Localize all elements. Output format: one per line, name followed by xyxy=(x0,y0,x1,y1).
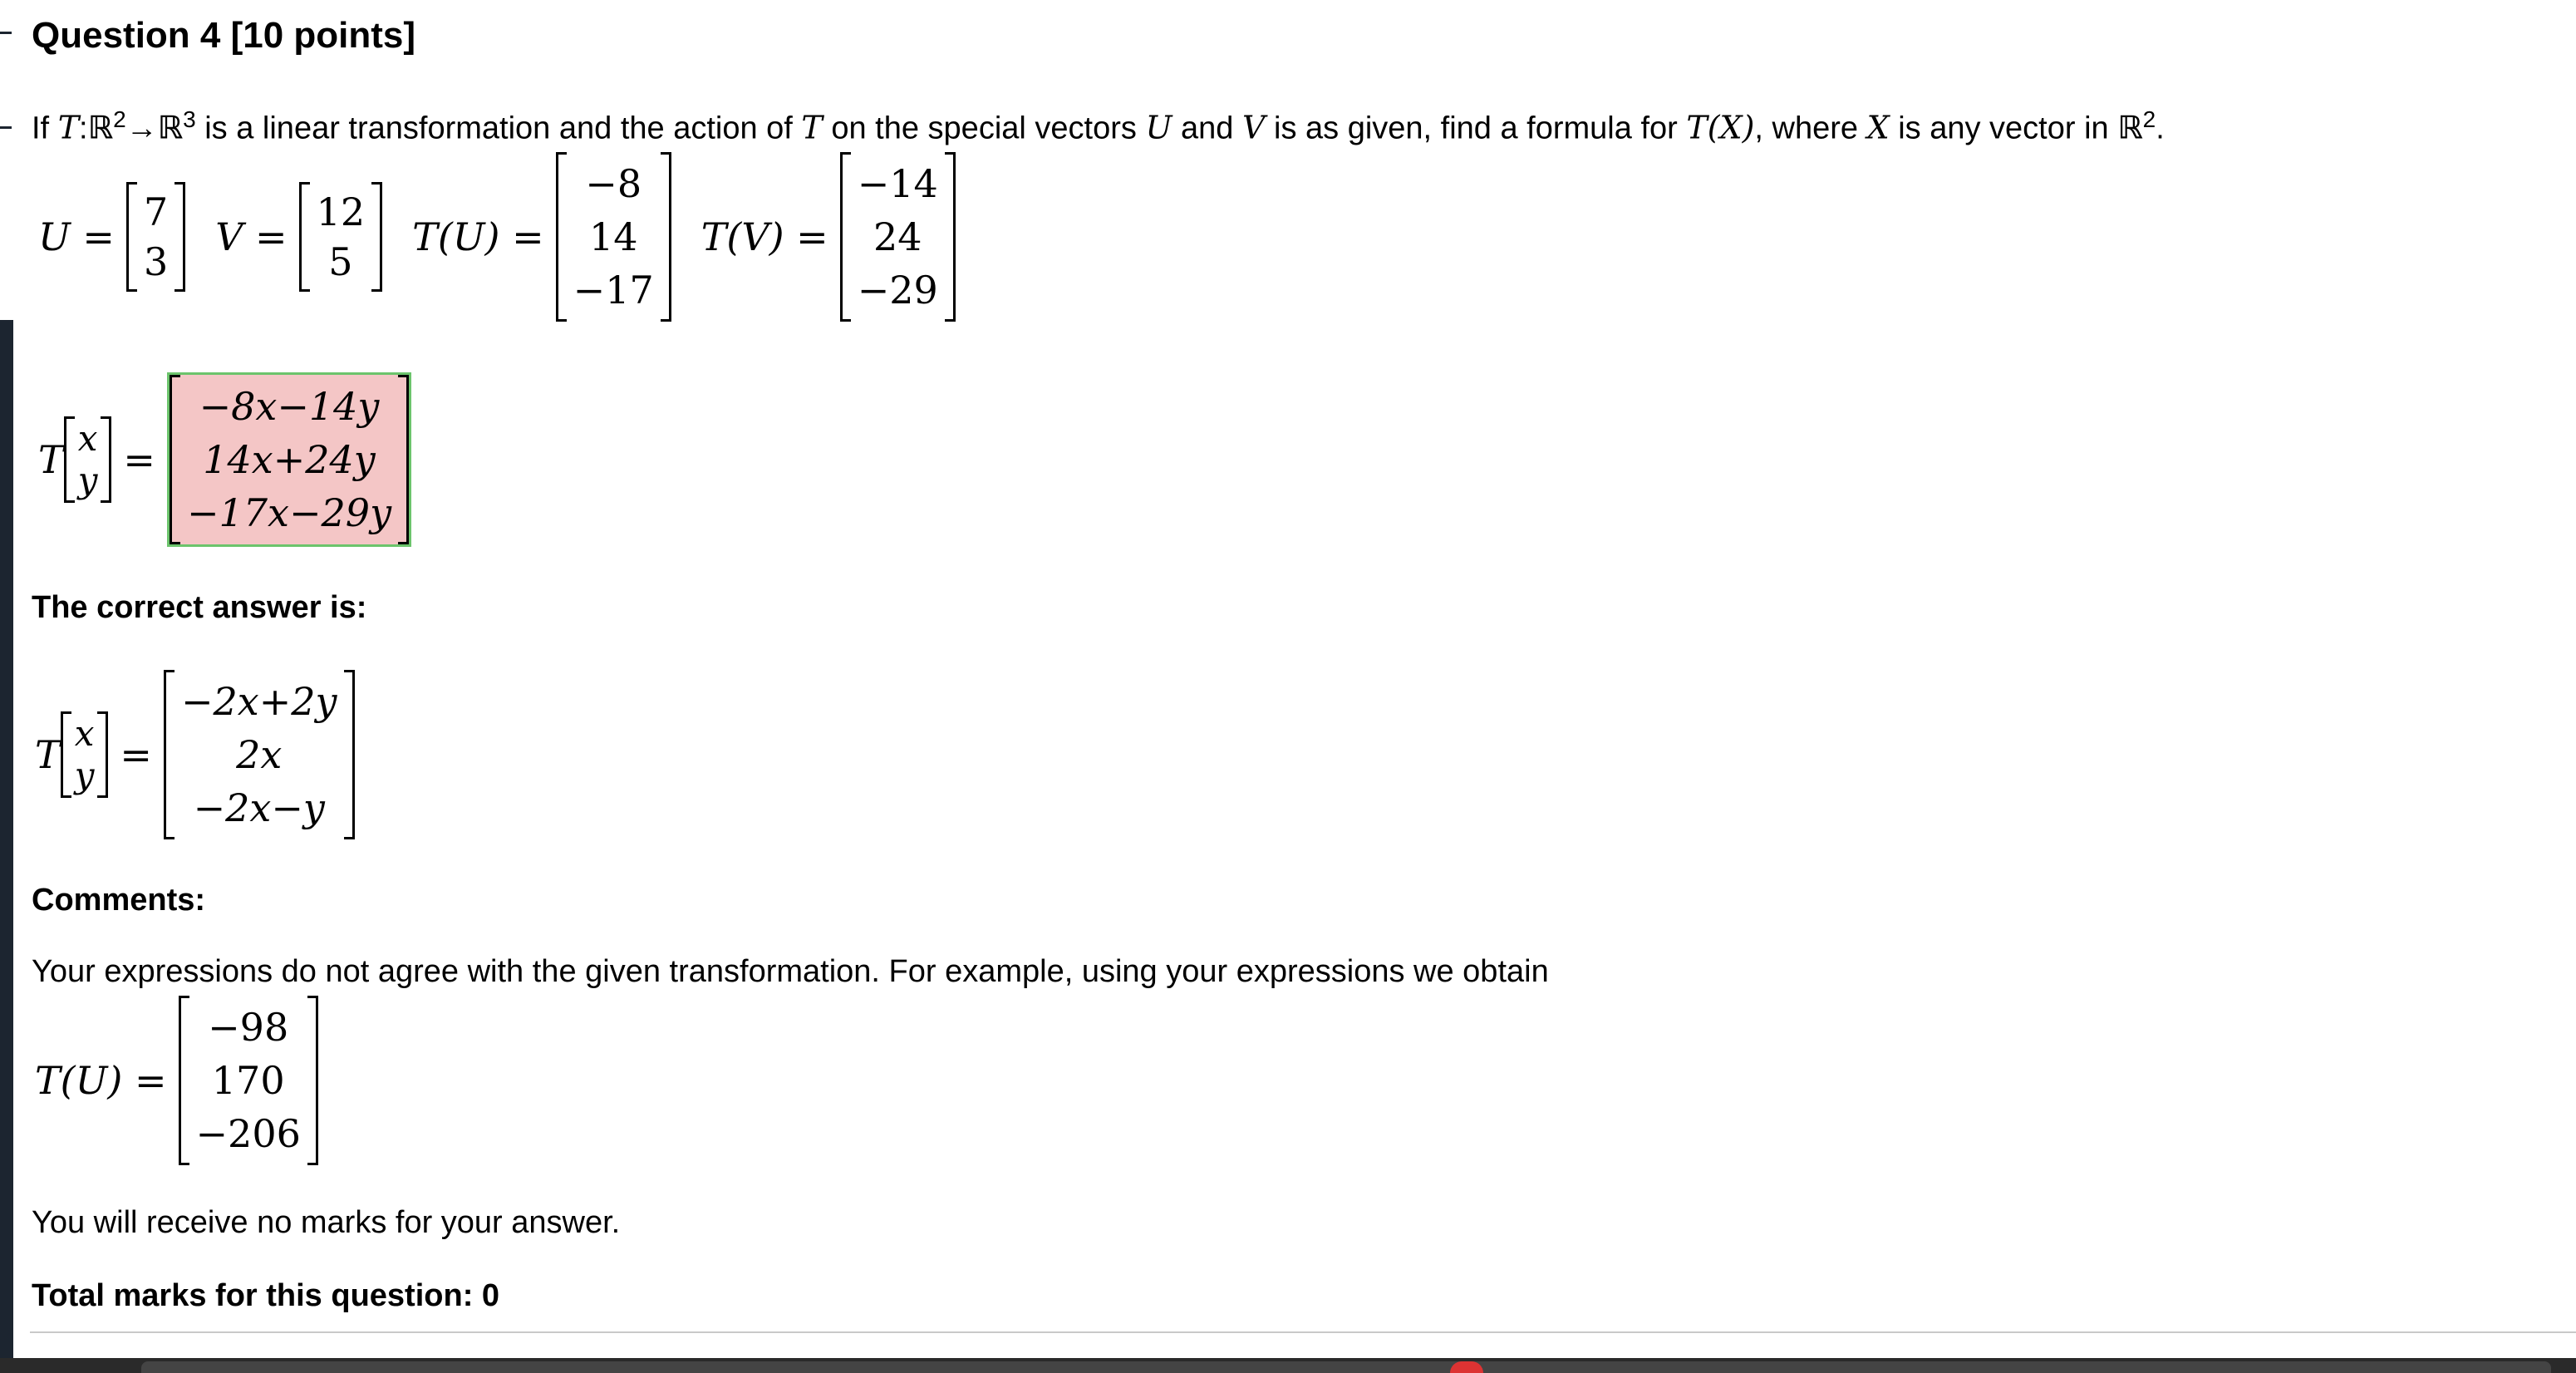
question-prompt: If T:ℝ$^2$→ℝ$^3$ is a linear transformation and the action of T on the special vectors U and V is as given, find a formula for T(X), where X is any vector in ℝ$^2$. xyxy=(32,106,2165,146)
v-label: V = xyxy=(215,214,288,259)
answer-row: −8x−14y xyxy=(199,384,380,429)
xy-vector: x y xyxy=(61,711,109,798)
tv-entry: −14 xyxy=(857,161,938,206)
question-title: Question 4 [10 points] xyxy=(32,15,416,56)
equals-sign: = xyxy=(123,437,155,482)
edge-tick xyxy=(0,126,12,129)
tv-vector xyxy=(840,152,956,322)
divider xyxy=(30,1331,2576,1333)
tu-label: T(U) = xyxy=(35,1058,167,1103)
correct-row: −2x−y xyxy=(193,785,325,830)
t-symbol: T xyxy=(38,437,64,482)
answer-row: 14x+24y xyxy=(203,437,376,482)
xy-vector: x y xyxy=(64,416,112,503)
result-message: You will receive no marks for your answer. xyxy=(32,1205,621,1240)
u-entry: 3 xyxy=(143,239,169,284)
student-answer xyxy=(38,372,411,547)
tv-entry: −29 xyxy=(857,268,938,312)
computed-entry: 170 xyxy=(211,1058,285,1103)
correct-answer xyxy=(35,669,355,839)
tu-entry: −17 xyxy=(573,268,654,312)
correct-row: 2x xyxy=(236,731,283,777)
record-icon xyxy=(1450,1361,1483,1373)
u-entry: 7 xyxy=(143,189,169,234)
correct-answer-heading: The correct answer is: xyxy=(32,590,367,625)
t-symbol: T xyxy=(35,731,61,777)
v-entry: 5 xyxy=(328,239,353,284)
taskbar-tab xyxy=(141,1361,2551,1373)
correct-answer-matrix xyxy=(164,670,355,839)
total-marks: Total marks for this question: 0 xyxy=(32,1278,500,1313)
edge-tick xyxy=(0,32,12,34)
comments-heading: Comments: xyxy=(32,883,206,918)
correct-row: −2x+2y xyxy=(180,678,337,724)
answer-row: −17x−29y xyxy=(186,490,392,535)
background-window xyxy=(0,320,13,1373)
computed-entry: −206 xyxy=(195,1111,301,1156)
equals-sign: = xyxy=(120,731,152,777)
u-label: U = xyxy=(38,214,115,259)
comments-text: Your expressions do not agree with the given transformation. For example, using your expressions we obtain xyxy=(32,954,1549,989)
question-panel xyxy=(30,0,2556,1346)
tv-entry: 24 xyxy=(873,214,922,259)
computed-tu-vector xyxy=(179,996,318,1165)
comment-example xyxy=(35,997,318,1164)
tv-label: T(V) = xyxy=(701,214,828,259)
tu-entry: −8 xyxy=(585,161,642,206)
tu-label: T(U) = xyxy=(412,214,544,259)
tu-vector xyxy=(556,152,671,322)
u-vector xyxy=(126,182,185,292)
given-vectors xyxy=(38,154,956,320)
tu-entry: 14 xyxy=(588,214,638,259)
student-answer-input[interactable] xyxy=(167,372,411,547)
taskbar xyxy=(0,1358,2576,1373)
window-left-edge xyxy=(0,0,13,1373)
v-vector xyxy=(299,182,383,292)
v-entry: 12 xyxy=(316,189,366,234)
computed-entry: −98 xyxy=(208,1005,289,1050)
